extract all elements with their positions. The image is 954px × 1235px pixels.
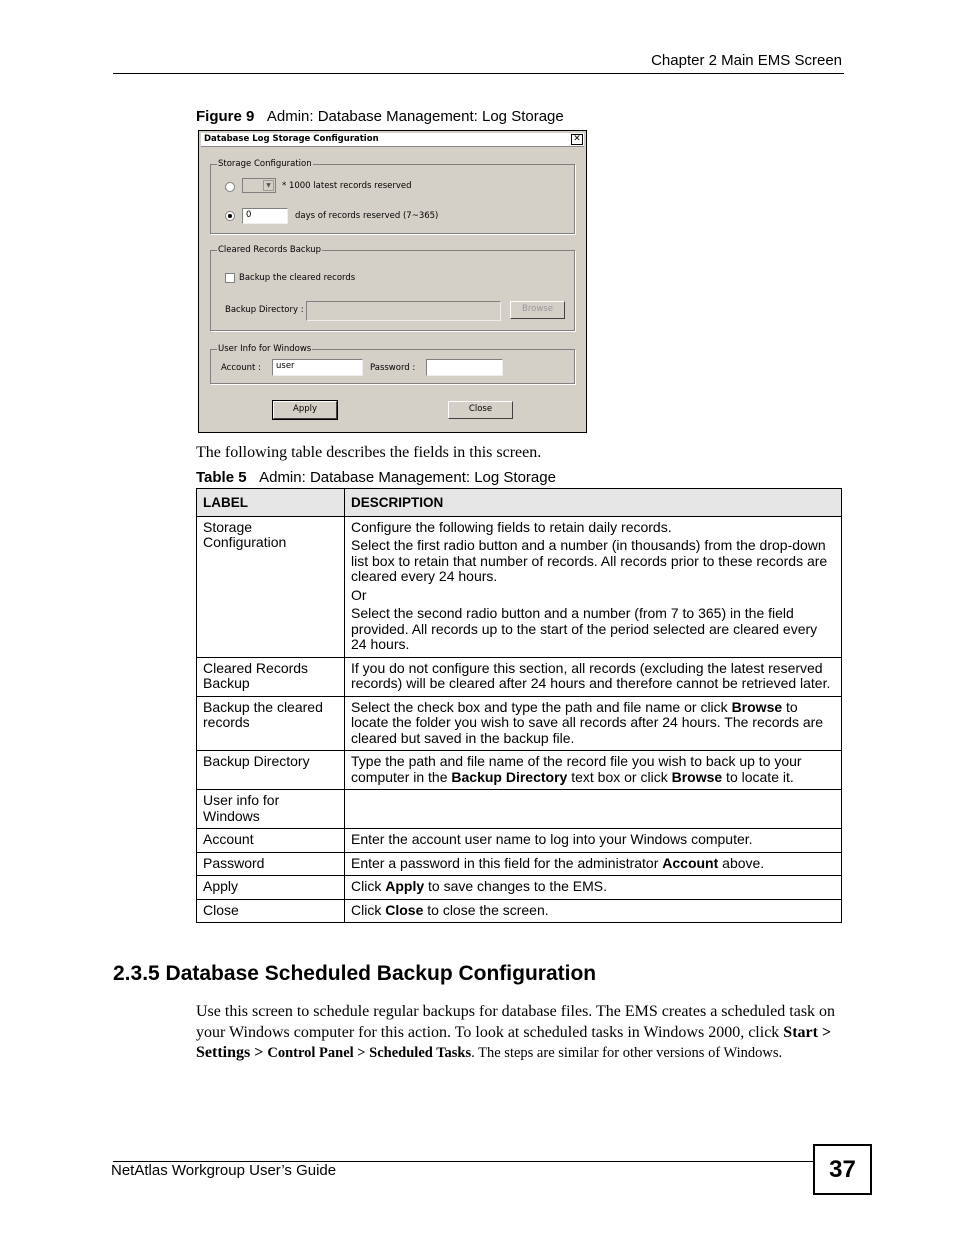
intro-text: The following table describes the fields in this screen. [196, 444, 542, 461]
backup-dir-label: Backup Directory : [225, 305, 304, 315]
label-column-header: LABEL [197, 489, 345, 517]
row-label: Storage Configuration [197, 516, 345, 657]
days-input[interactable]: 0 [242, 208, 288, 224]
table-caption [196, 469, 556, 486]
row-label: User info for Windows [197, 790, 345, 829]
figure-label: Figure 9 [196, 108, 255, 125]
description-line: Or [351, 586, 367, 603]
backup-legend: Cleared Records Backup [218, 245, 322, 255]
section-title: 2.3.5 Database Scheduled Backup Configuration [113, 962, 597, 985]
section-paragraph [196, 1002, 844, 1064]
chevron-down-icon: ▼ [263, 180, 274, 191]
records-label: * 1000 latest records reserved [282, 181, 412, 191]
row-description [345, 696, 842, 751]
figure-caption [196, 108, 564, 125]
password-label: Password : [370, 363, 416, 373]
paragraph-bold: Start > Settings > [196, 1023, 832, 1061]
row-label: Cleared Records Backup [197, 657, 345, 696]
dialog-title: Database Log Storage Configuration [201, 133, 584, 147]
user-info-legend: User Info for Windows [218, 344, 312, 354]
row-label: Apply [197, 876, 345, 900]
close-icon[interactable]: ✕ [571, 134, 583, 145]
backup-dir-input[interactable] [306, 301, 501, 321]
backup-checkbox-label: Backup the cleared records [239, 273, 356, 283]
guide-title: NetAtlas Workgroup User’s Guide [111, 1162, 337, 1179]
account-input[interactable]: user [272, 359, 363, 376]
days-label: days of records reserved (7~365) [295, 211, 439, 221]
desc-bold: Browse [731, 698, 783, 715]
days-radio[interactable] [225, 211, 235, 221]
row-description [345, 876, 842, 900]
desc-text: Select the check box and type the path and file name or click [351, 698, 732, 715]
close-button[interactable]: Close [448, 401, 513, 419]
table-row [197, 852, 842, 876]
row-label: Password [197, 852, 345, 876]
desc-bold: Account [662, 854, 719, 871]
description-table [196, 488, 842, 923]
row-description [345, 790, 842, 829]
table-title: Admin: Database Management: Log Storage [259, 469, 556, 486]
records-radio[interactable] [225, 182, 235, 192]
records-dropdown[interactable] [242, 178, 276, 193]
row-description [345, 751, 842, 790]
page-number: 37 [813, 1144, 872, 1195]
paragraph-text: Use this screen to schedule regular backups for database files. The EMS creates a scheduled task on your Windows computer for this action. To look at scheduled tasks in Windows 2000, click [196, 1003, 836, 1041]
desc-text: to locate it. [722, 768, 794, 785]
header-rule [113, 73, 844, 74]
desc-text: above. [718, 854, 765, 871]
desc-text: to locate the folder you wish to save all records after 24 hours. The records are cleared but saved in the backup file. [351, 698, 824, 746]
chapter-header: Chapter 2 Main EMS Screen [651, 52, 842, 69]
desc-bold: Close [385, 901, 424, 918]
browse-button[interactable]: Browse [510, 301, 565, 319]
row-description: Enter the account user name to log into your Windows computer. [345, 829, 842, 853]
table-row [197, 751, 842, 790]
description-column-header: DESCRIPTION [345, 489, 842, 517]
desc-text: Click [351, 901, 386, 918]
desc-text: to save changes to the EMS. [424, 878, 608, 894]
password-input[interactable] [426, 359, 503, 376]
desc-bold: Backup Directory [451, 768, 568, 785]
desc-text: Click [351, 878, 386, 894]
figure-title: Admin: Database Management: Log Storage [266, 108, 564, 125]
table-row [197, 829, 842, 853]
desc-text: text box or click [567, 768, 672, 785]
row-label: Backup the cleared records [197, 696, 345, 751]
backup-checkbox[interactable] [225, 273, 235, 283]
row-description [345, 899, 842, 923]
table-label: Table 5 [196, 469, 247, 486]
paragraph-bold: Control Panel > Scheduled Tasks [267, 1045, 472, 1061]
row-description: If you do not configure this section, all records (excluding the latest reserved records) will be cleared after 24 hours and therefore cannot be retrieved later. [345, 657, 842, 696]
account-label: Account : [221, 363, 261, 373]
desc-text: Type the path and file name of the record file you wish to back up to your computer in the [351, 753, 802, 785]
paragraph-text: . The steps are similar for other versions of Windows. [471, 1045, 783, 1061]
row-label: Backup Directory [197, 751, 345, 790]
row-label: Close [197, 899, 345, 923]
table-row [197, 899, 842, 923]
table-row [197, 876, 842, 900]
desc-text: to close the screen. [423, 901, 549, 918]
table-row [197, 657, 842, 696]
row-description [345, 852, 842, 876]
row-label: Account [197, 829, 345, 853]
storage-config-legend: Storage Configuration [218, 159, 312, 169]
desc-bold: Browse [671, 768, 723, 785]
table-row [197, 790, 842, 829]
description-line: Select the second radio button and a number (from 7 to 365) in the field provided. All records up to the start of the period selected are cleared every 24 hours. [351, 605, 818, 652]
log-storage-dialog [198, 130, 587, 433]
table-row [197, 696, 842, 751]
description-line: Select the first radio button and a number (in thousands) from the drop-down list box to retain that number of records. All records prior to these records are cleared every 24 hours. [351, 537, 828, 584]
table-row [197, 516, 842, 657]
table-header-row [197, 489, 842, 517]
description-line: Configure the following fields to retain daily records. [351, 518, 672, 535]
desc-text: Enter a password in this field for the administrator [351, 854, 663, 871]
row-description [345, 516, 842, 657]
apply-button[interactable]: Apply [273, 401, 337, 419]
desc-bold: Apply [385, 878, 425, 894]
